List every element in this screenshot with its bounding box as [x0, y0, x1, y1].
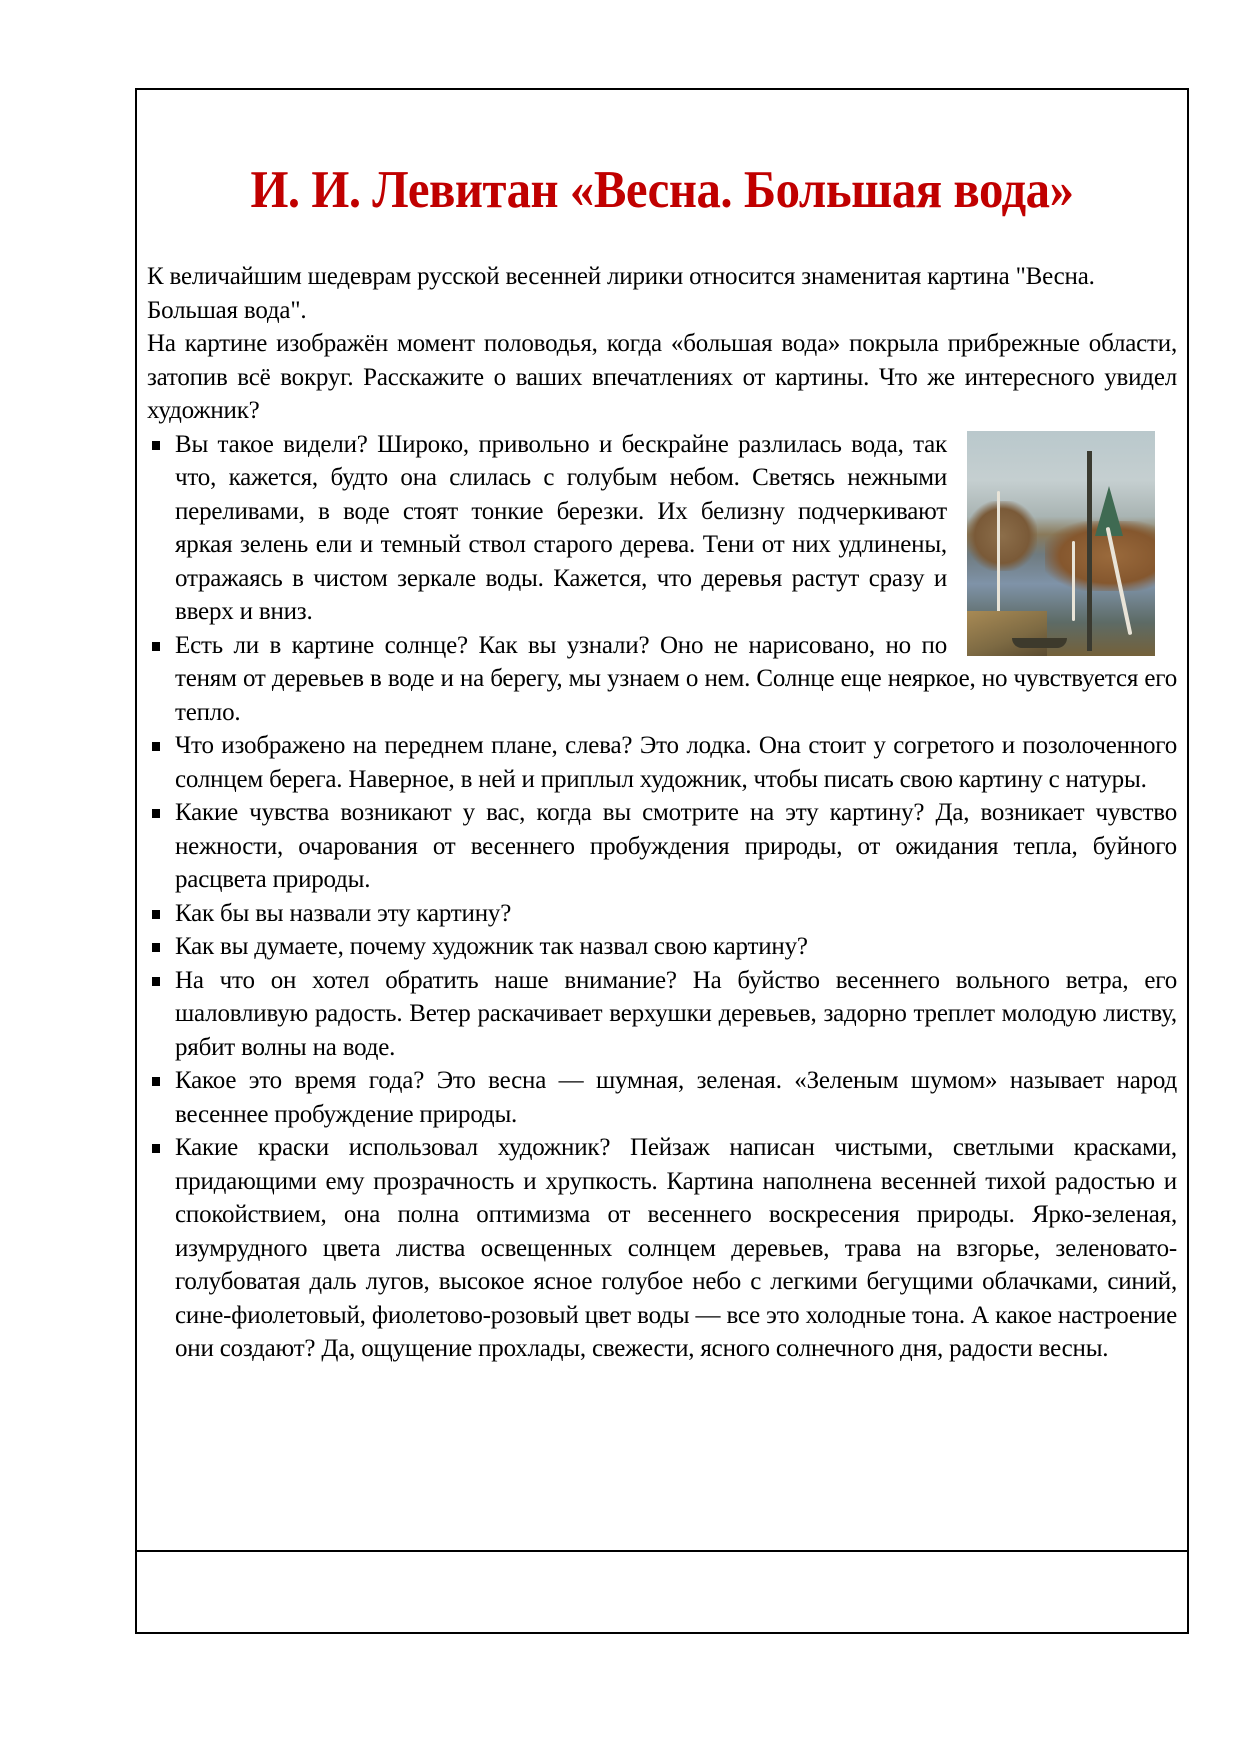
list-item: Вы такое видели? Широко, привольно и бескрайне разлилась вода, так что, кажется, будто она слилась с голубым небом. Светясь нежными переливами, в воде стоят тонкие березки. Их белизну подчеркивают яркая зелень ели и темный ствол старого дерева. Тени от них удлинены, отражаясь в чистом зеркале воды. Кажется, что деревья растут сразу и вверх и вниз. — [147, 428, 1177, 629]
page-frame — [135, 88, 1189, 1634]
intro-paragraph: К величайшим шедеврам русской весенней лирики относится знаменитая картина "Весна. Большая вода". — [147, 263, 1095, 324]
question-list — [147, 428, 1177, 1366]
list-item: Что изображено на переднем плане, слева? Это лодка. Она стоит у согретого и позолоченного солнцем берега. Наверное, в ней и приплыл художник, чтобы писать свою картину с натуры. — [147, 729, 1177, 796]
list-item: Как вы думаете, почему художник так назвал свою картину? — [147, 930, 1177, 964]
list-item: Какие чувства возникают у вас, когда вы смотрите на эту картину? Да, возникает чувство нежности, очарования от весеннего пробуждения природы, от ожидания тепла, буйного расцвета природы. — [147, 796, 1177, 897]
page-title: И. И. Левитан «Весна. Большая вода» — [250, 161, 1074, 219]
list-item: Есть ли в картине солнце? Как вы узнали? Оно не нарисовано, но по теням от деревьев в воде и на берегу, мы узнаем о нем. Солнце еще неяркое, но чувствуется его тепло. — [147, 629, 1177, 730]
intro-paragraph: На картине изображён момент половодья, когда «большая вода» покрыла прибрежные области, затопив всё вокруг. Расскажите о ваших впечатлениях от картины. Что же интересного увидел художник? — [147, 330, 1177, 424]
list-item: Какие краски использовал художник? Пейзаж написан чистыми, светлыми красками, придающими ему прозрачность и хрупкость. Картина наполнена весенней тихой радостью и спокойствием, она полна оптимизма от весеннего воскресения природы. Ярко-зеленая, изумрудного цвета листва освещенных солнцем деревьев, трава на взгорье, зеленовато-голубоватая даль лугов, высокое ясное голубое небо с легкими бегущими облачками, синий, сине-фиолетовый, фиолетово-розовый цвет воды — все это холодные тона. А какое настроение они создают? Да, ощущение прохлады, свежести, ясного солнечного дня, радости весны. — [147, 1131, 1177, 1366]
list-item: Какое это время года? Это весна — шумная, зеленая. «Зеленым шумом» называет народ весеннее пробуждение природы. — [147, 1064, 1177, 1131]
list-item: На что он хотел обратить наше внимание? На буйство весеннего вольного ветра, его шаловливую радость. Ветер раскачивает верхушки деревьев, задорно треплет молодую листву, рябит волны на воде. — [147, 964, 1177, 1065]
list-item: Как бы вы назвали эту картину? — [147, 897, 1177, 931]
document-body — [147, 260, 1177, 1366]
footer-area — [137, 1552, 1187, 1632]
